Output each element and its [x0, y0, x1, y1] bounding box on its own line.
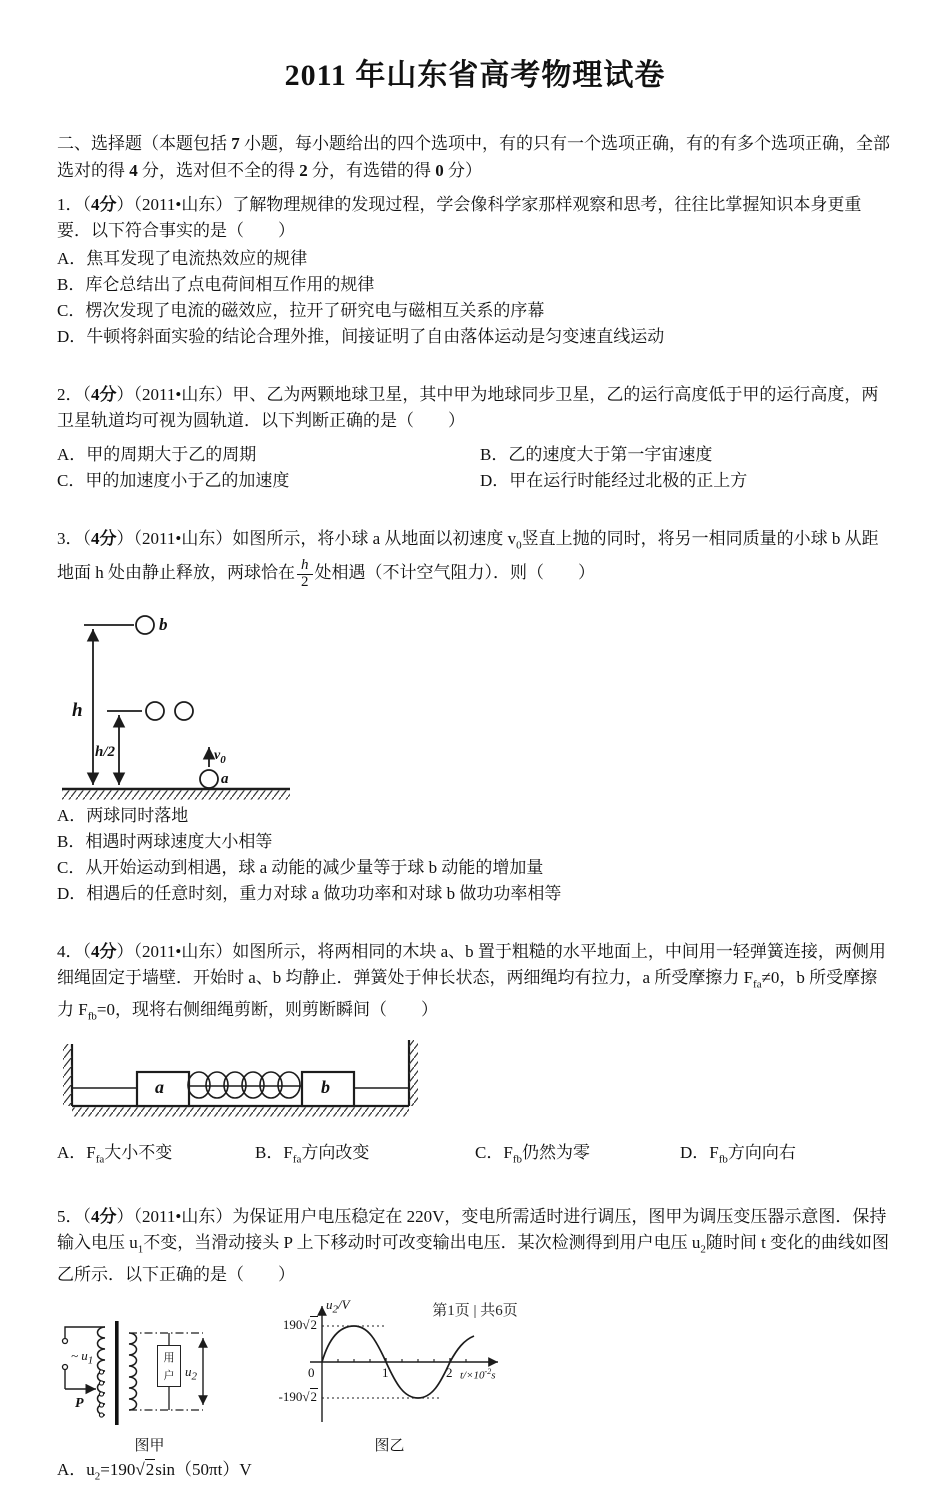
- text-run: u: [326, 1297, 333, 1313]
- q3-figure-label-h: h: [72, 699, 83, 721]
- text-run: 5．（: [57, 1207, 91, 1227]
- q5-graph-ytick-top: [272, 1318, 318, 1331]
- q5-graph-ytick-bottom: [272, 1390, 318, 1403]
- text-run: ）（2011•山东）为保证用户电压稳定在 220V，变电所需适时进行调压，图甲为调压变压器示意图．保持输入电压 u: [57, 1207, 887, 1253]
- subscript: 2: [191, 1371, 197, 1384]
- text-run: ≠0，b 所受摩擦力 F: [57, 967, 878, 1020]
- text-run: 1．（: [57, 195, 91, 214]
- question-4-stem: [57, 939, 893, 1030]
- text-run: v: [214, 747, 221, 763]
- text-run: ）（2011•山东）甲、乙为两颗地球卫星，其中甲为地球同步卫星，乙的运行高度低于甲的运行高度，两卫星轨道均可视为圆轨道．以下判断正确的是（ ）: [57, 385, 879, 430]
- q5-graph-ytick-zero: 0: [308, 1365, 315, 1381]
- subscript: fa: [292, 1153, 302, 1166]
- q1-option-b: B．库仑总结出了点电荷间相互作用的规律: [57, 275, 375, 294]
- question-2: [57, 382, 893, 492]
- q2-option-a: A．甲的周期大于乙的周期: [57, 445, 257, 464]
- text-run: 2: [310, 1317, 317, 1333]
- q4-figure-spring-blocks: [57, 1040, 427, 1126]
- text-run: 分）: [443, 161, 482, 180]
- text-run: s: [491, 1370, 496, 1383]
- text-run: ~ u: [71, 1348, 88, 1364]
- page-title: 2011 年山东省高考物理试卷: [284, 59, 666, 92]
- text-run: 小题，每小题给出的四个选项中，有的只有一个选项正确，有的有多个选项正确，全部选对的得: [57, 134, 890, 180]
- question-4-options: [57, 1138, 893, 1170]
- text-run: A．: [57, 1460, 87, 1480]
- q3-option-c: C．从开始运动到相遇，球 a 动能的减少量等于球 b 动能的增加量: [57, 857, 544, 877]
- question-3-options: [57, 805, 893, 905]
- q1-option-a: A．焦耳发现了电流热效应的规律: [57, 249, 308, 268]
- text-run: 4分: [91, 195, 117, 214]
- subscript: 1: [87, 1355, 94, 1368]
- q4-figure-label-a: a: [155, 1076, 164, 1097]
- subscript: fb: [718, 1153, 728, 1166]
- subscript: fb: [87, 1010, 97, 1023]
- q2-option-c: C．甲的加速度小于乙的加速度: [57, 471, 290, 490]
- q5-graph-xlabel: [460, 1368, 496, 1382]
- question-5-options: [57, 1459, 893, 1487]
- subscript: fb: [512, 1153, 522, 1166]
- question-1: [57, 192, 893, 348]
- text-run: 4．（: [57, 941, 91, 961]
- q3-figure-label-h2: h/2: [95, 743, 116, 760]
- text-run: √: [135, 1460, 145, 1480]
- text-run: 2: [145, 1460, 155, 1480]
- text-run: 2: [299, 161, 308, 180]
- q2-option-b: B．乙的速度大于第一宇宙速度: [480, 445, 713, 464]
- fraction-denominator: 2: [301, 574, 309, 591]
- question-3: [57, 526, 893, 905]
- question-5-stem: [57, 1204, 893, 1288]
- subscript: 2: [332, 1304, 338, 1317]
- q2-option-d: D．甲在运行时能经过北极的正上方: [480, 471, 748, 490]
- q5-graph-xtick-1: 1: [382, 1365, 389, 1381]
- subscript: 2: [700, 1243, 706, 1256]
- text-run: C．F: [475, 1142, 513, 1162]
- subscript: fa: [753, 978, 762, 991]
- text-run: -190: [278, 1389, 303, 1405]
- text-run: ）（2011•山东）如图所示，将小球 a 从地面以初速度 v: [116, 529, 517, 548]
- q5-caption-yi: 图乙: [374, 1438, 405, 1455]
- text-run: 3．（: [57, 529, 91, 548]
- q3-option-d: D．相遇后的任意时刻，重力对球 a 做功功率和对球 b 做功功率相等: [57, 883, 562, 903]
- text-run: 竖直上抛的同时，将另一相同质量的小球 b 从距地面 h 处由静止释放，两球恰在: [57, 529, 879, 583]
- q4-option-a: [57, 1142, 255, 1170]
- q3-option-a: A．两球同时落地: [57, 805, 189, 825]
- text-run: 方向改变: [301, 1142, 370, 1162]
- q5-graph-xtick-2: 2: [446, 1365, 453, 1381]
- sqrt-expression: [302, 1388, 318, 1404]
- q3-option-b: B．相遇时两球速度大小相等: [57, 831, 273, 851]
- fraction-h-over-2: [297, 558, 313, 591]
- q5-user-box: [157, 1345, 181, 1387]
- section-header: [57, 130, 893, 184]
- q1-option-c: C．楞次发现了电流的磁效应，拉开了研究电与磁相互关系的序幕: [57, 301, 545, 320]
- text-run: 仍然为零: [521, 1142, 590, 1162]
- sqrt-expression: [135, 1459, 155, 1479]
- text-run: 处相遇（不计空气阻力）．则（ ）: [314, 563, 595, 583]
- question-5: [57, 1204, 893, 1488]
- fraction-numerator: h: [297, 558, 313, 575]
- q5-label-u2: [185, 1365, 197, 1383]
- text-run: 4分: [91, 1207, 117, 1227]
- q5-caption-jia: 图甲: [134, 1438, 165, 1455]
- question-2-stem: [57, 382, 893, 434]
- text-run: 用: [163, 1352, 175, 1365]
- text-run: /V: [338, 1297, 350, 1313]
- text-run: 2: [310, 1389, 317, 1405]
- text-run: 随时间 t 变化的曲线如图乙所示．以下正确的是（ ）: [57, 1233, 890, 1285]
- text-run: 方向向右: [727, 1142, 796, 1162]
- subscript: fa: [95, 1153, 105, 1166]
- text-run: A．F: [57, 1142, 96, 1162]
- q5-transformer-diagram: [57, 1317, 242, 1432]
- question-3-stem: [57, 526, 893, 591]
- text-run: u: [86, 1460, 95, 1480]
- subscript: 0: [516, 539, 522, 552]
- text-run: D．F: [680, 1142, 719, 1162]
- text-run: 不变，当滑动接头 P 上下移动时可改变输出电压．某次检测得到用户电压 u: [143, 1233, 701, 1253]
- subscript: 0: [220, 753, 226, 766]
- text-run: B．F: [255, 1142, 293, 1162]
- q4-figure-label-b: b: [321, 1076, 330, 1097]
- text-run: √: [302, 1389, 310, 1405]
- subscript: 2: [94, 1470, 101, 1483]
- q3-figure-label-b: b: [159, 614, 168, 634]
- q5-label-p: P: [75, 1396, 84, 1412]
- superscript: -2: [484, 1367, 492, 1377]
- question-4: [57, 939, 893, 1170]
- text-run: ）（2011•山东）了解物理规律的发现过程，学会像科学家那样观察和思考，往往比掌握知识本身更重要．以下符合事实的是（ ）: [57, 195, 862, 240]
- text-run: 大小不变: [104, 1142, 173, 1162]
- question-1-options: [57, 248, 893, 348]
- page-content: [0, 130, 950, 1488]
- text-run: 分，有选错的得: [307, 161, 436, 180]
- text-run: 190: [282, 1317, 303, 1333]
- page-footer: 第1页 | 共6页: [432, 1303, 518, 1319]
- text-run: 分，选对但不全的得: [137, 161, 300, 180]
- text-run: 二、选择题（本题包括: [57, 134, 232, 153]
- q3-figure-balls: [57, 599, 297, 801]
- question-2-options: [57, 440, 893, 492]
- question-1-stem: [57, 192, 893, 244]
- text-run: 2．（: [57, 385, 91, 404]
- text-run: 4分: [91, 529, 117, 548]
- text-run: 4分: [91, 941, 117, 961]
- text-run: u: [185, 1364, 192, 1380]
- text-run: ）（2011•山东）如图所示，将两相同的木块 a、b 置于粗糙的水平地面上，中间用一轻弹簧连接，两侧用细绳固定于墙壁．开始时 a、b 均静止．弹簧处于伸长状态，两细绳均有拉力，a 所受摩擦力 F: [57, 941, 886, 987]
- q4-option-c: [475, 1142, 680, 1170]
- subscript: 1: [137, 1243, 144, 1256]
- text-run: sin（50πt）V: [155, 1460, 252, 1480]
- q5-transformer-drawing: [57, 1317, 242, 1432]
- q4-figure-drawing: [57, 1040, 427, 1126]
- q1-option-d: D．牛顿将斜面实验的结论合理外推，间接证明了自由落体运动是匀变速直线运动: [57, 327, 665, 346]
- text-run: 0: [435, 161, 444, 180]
- q3-figure-drawing: [57, 599, 297, 801]
- q4-option-d: [680, 1142, 796, 1170]
- q3-figure-label-v0: [214, 749, 226, 766]
- q5-label-u1: [71, 1349, 93, 1367]
- q5-figure-jia: [57, 1317, 242, 1455]
- text-run: =190: [100, 1460, 136, 1480]
- text-run: 7: [231, 134, 240, 153]
- q3-figure-label-a: a: [221, 770, 229, 787]
- text-run: 4分: [91, 385, 117, 404]
- q4-option-b: [255, 1142, 475, 1170]
- text-run: =0，现将右侧细绳剪断，则剪断瞬间（ ）: [96, 1000, 438, 1020]
- q5-option-a: [57, 1459, 893, 1487]
- text-run: √: [302, 1317, 310, 1333]
- text-run: 4: [129, 161, 138, 180]
- text-run: 户: [163, 1370, 175, 1383]
- text-run: t/×10: [460, 1370, 485, 1383]
